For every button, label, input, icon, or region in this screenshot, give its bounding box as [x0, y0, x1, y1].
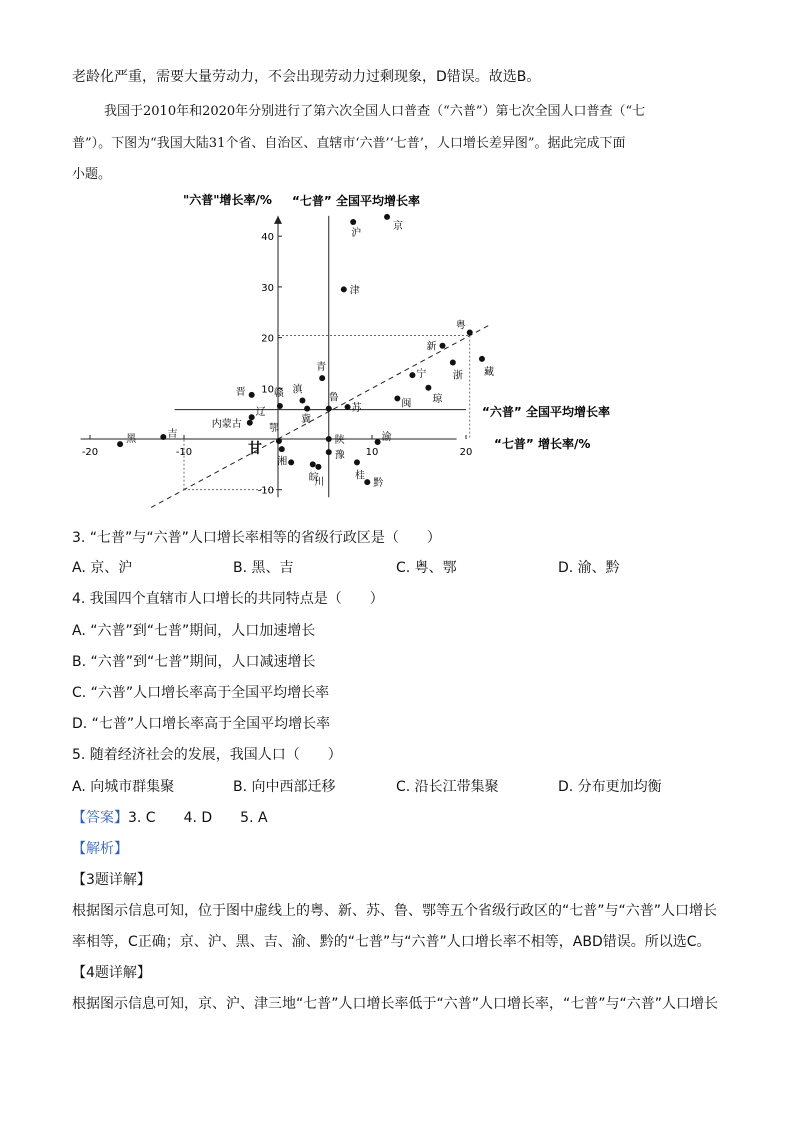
- data-point-label: 青: [316, 362, 327, 374]
- x-axis-title: “七普” 增长率/%: [494, 437, 591, 451]
- data-point-陕: [326, 436, 332, 442]
- intro-paragraph: 我国于2010年和2020年分别进行了第六次全国人口普查（“六普”）第七次全国人口普查（“七: [104, 104, 646, 119]
- data-point-滇: [299, 397, 305, 403]
- data-point-藏: [479, 356, 485, 362]
- x-tick-label: 20: [459, 447, 473, 458]
- data-point-青: [319, 375, 325, 381]
- data-point-内蒙古: [247, 420, 253, 426]
- data-point-津: [341, 286, 347, 292]
- data-point-label: 浙: [452, 370, 463, 382]
- data-point-川: [315, 464, 321, 470]
- question-5-option-b[interactable]: B. 向中西部迁移: [233, 779, 336, 795]
- data-point-桂: [354, 459, 360, 465]
- data-point-label: 津: [349, 285, 360, 297]
- question-4-option-b[interactable]: B. “六普”到“七普”期间，人口减速增长: [72, 654, 316, 670]
- data-point-label: 宁: [416, 369, 427, 381]
- data-point-闽: [394, 395, 400, 401]
- data-point-黑: [117, 441, 123, 447]
- data-point-冀: [304, 406, 310, 412]
- q3-detail-text: 率相等，C正确；京、沪、黑、吉、渝、黔的“七普”与“六普”人口增长率不相等，ABD错误。所以选C。: [72, 934, 711, 950]
- question-5-option-a[interactable]: A. 向城市群集聚: [72, 779, 175, 795]
- data-point-label: 晋: [235, 386, 246, 398]
- data-point-label: 川: [314, 476, 325, 488]
- answer-text: 3. C 4. D 5. A: [128, 810, 268, 826]
- q4-detail-header: 【4题详解】: [72, 965, 151, 981]
- answer-label: 【答案】: [72, 810, 128, 826]
- data-point-豫: [326, 449, 332, 455]
- data-point-label: 冀: [301, 414, 312, 426]
- question-4-option-d[interactable]: D. “七普”人口增长率高于全国平均增长率: [72, 716, 331, 732]
- x-tick-label: -10: [175, 447, 193, 458]
- data-point-label: 闽: [401, 398, 412, 410]
- question-3-option-d[interactable]: D. 渝、黔: [558, 560, 620, 576]
- question-4-option-a[interactable]: A. “六普”到“七普”期间，人口加速增长: [72, 623, 316, 639]
- analysis-label: 【解析】: [72, 841, 128, 857]
- data-point-label: 鄂: [268, 423, 279, 435]
- data-point-京: [384, 214, 390, 220]
- data-point-新: [440, 343, 446, 349]
- y-tick-label: 30: [261, 282, 274, 294]
- data-point-粤: [467, 330, 473, 336]
- intro-paragraph: 普”）。下图为“我国大陆31个省、自治区、直辖市‘六普’‘七普’，人口增长差异图”。据此完成下面: [72, 136, 626, 151]
- question-3-option-a[interactable]: A. 京、沪: [72, 560, 133, 576]
- question-5-stem: 5. 随着经济社会的发展，我国人口（ ）: [72, 747, 342, 763]
- data-point-label: 藏: [483, 366, 494, 378]
- data-point-label: 苏: [351, 403, 362, 415]
- data-point-湘: [288, 459, 294, 465]
- data-point-label: 粤: [455, 320, 466, 332]
- intro-paragraph: 小题。: [72, 167, 112, 182]
- liupu-average-label: “六普” 全国平均增长率: [482, 405, 610, 419]
- question-3-option-b[interactable]: B. 黑、吉: [233, 560, 294, 576]
- y-axis-title: "六普"增长率/%: [183, 193, 272, 207]
- data-point-label: 黔: [373, 478, 384, 490]
- y-tick-label: 20: [261, 333, 274, 345]
- data-point-label: 琼: [432, 393, 443, 405]
- data-point-苏: [345, 404, 351, 410]
- qipu-average-title: “七普” 全国平均增长率: [292, 194, 420, 208]
- q3-detail-header: 【3题详解】: [72, 872, 151, 888]
- population-growth-chart: [70, 185, 690, 515]
- data-point-鲁: [326, 406, 332, 412]
- question-4-option-c[interactable]: C. “六普”人口增长率高于全国平均增长率: [72, 685, 330, 701]
- answer-line: [72, 807, 268, 827]
- data-point-label: 新: [426, 341, 437, 353]
- data-point-琼: [425, 385, 431, 391]
- y-axis-arrow: [274, 216, 282, 224]
- data-point-鄂: [276, 438, 282, 444]
- data-point-皖: [310, 461, 316, 467]
- data-point-label: 京: [393, 220, 404, 232]
- data-point-沪: [350, 219, 356, 225]
- data-point-辽: [249, 414, 255, 420]
- data-point-晋: [249, 392, 255, 398]
- y-tick-label: 40: [261, 232, 274, 244]
- x-tick-label: 10: [365, 447, 379, 458]
- data-point-label: 鲁: [328, 392, 339, 404]
- data-point-渝: [375, 439, 381, 445]
- question-3-option-c[interactable]: C. 粤、鄂: [396, 560, 457, 576]
- data-point-label: 湘: [277, 456, 288, 468]
- question-5-option-d[interactable]: D. 分布更加均衡: [558, 779, 662, 795]
- question-3-stem: 3. “七普”与“六普”人口增长率相等的省级行政区是（ ）: [72, 530, 441, 546]
- data-point-label: 黑: [126, 434, 137, 446]
- data-point-赣: [277, 403, 283, 409]
- data-point-label: 辽: [255, 407, 266, 419]
- data-point-label: 赣: [273, 388, 284, 400]
- data-point-label: 皖: [308, 472, 319, 484]
- data-point-甘: [279, 446, 285, 452]
- q3-detail-text: 根据图示信息可知，位于图中虚线上的粤、新、苏、鲁、鄂等五个省级行政区的“七普”与“六普”人口增长: [72, 903, 718, 919]
- data-point-label: 吉: [167, 428, 178, 440]
- data-point-浙: [450, 359, 456, 365]
- question-4-stem: 4. 我国四个直辖市人口增长的共同特点是（ ）: [72, 591, 384, 607]
- data-point-label: 沪: [351, 228, 362, 240]
- x-tick-label: -20: [81, 447, 99, 458]
- data-point-label: 陕: [334, 435, 345, 446]
- y-tick-label: 10: [261, 384, 274, 396]
- question-5-option-c[interactable]: C. 沿长江带集聚: [396, 779, 499, 795]
- data-point-label: 滇: [292, 384, 303, 396]
- data-point-label: 内蒙古: [211, 418, 242, 430]
- data-point-黔: [364, 479, 370, 485]
- data-point-label: 桂: [354, 470, 365, 482]
- data-point-label: 甘: [248, 441, 262, 457]
- data-point-label: 豫: [334, 450, 345, 462]
- y-tick-label: -10: [257, 485, 274, 497]
- intro-line: 老龄化严重，需要大量劳动力，不会出现劳动力过剩现象，D错误。故选B。: [72, 69, 541, 85]
- data-point-吉: [160, 434, 166, 440]
- data-point-宁: [409, 372, 415, 378]
- data-point-label: 渝: [381, 432, 392, 444]
- q4-detail-text: 根据图示信息可知，京、沪、津三地“七普”人口增长率低于“六普”人口增长率，“七普”与“六普”人口增长: [72, 996, 719, 1012]
